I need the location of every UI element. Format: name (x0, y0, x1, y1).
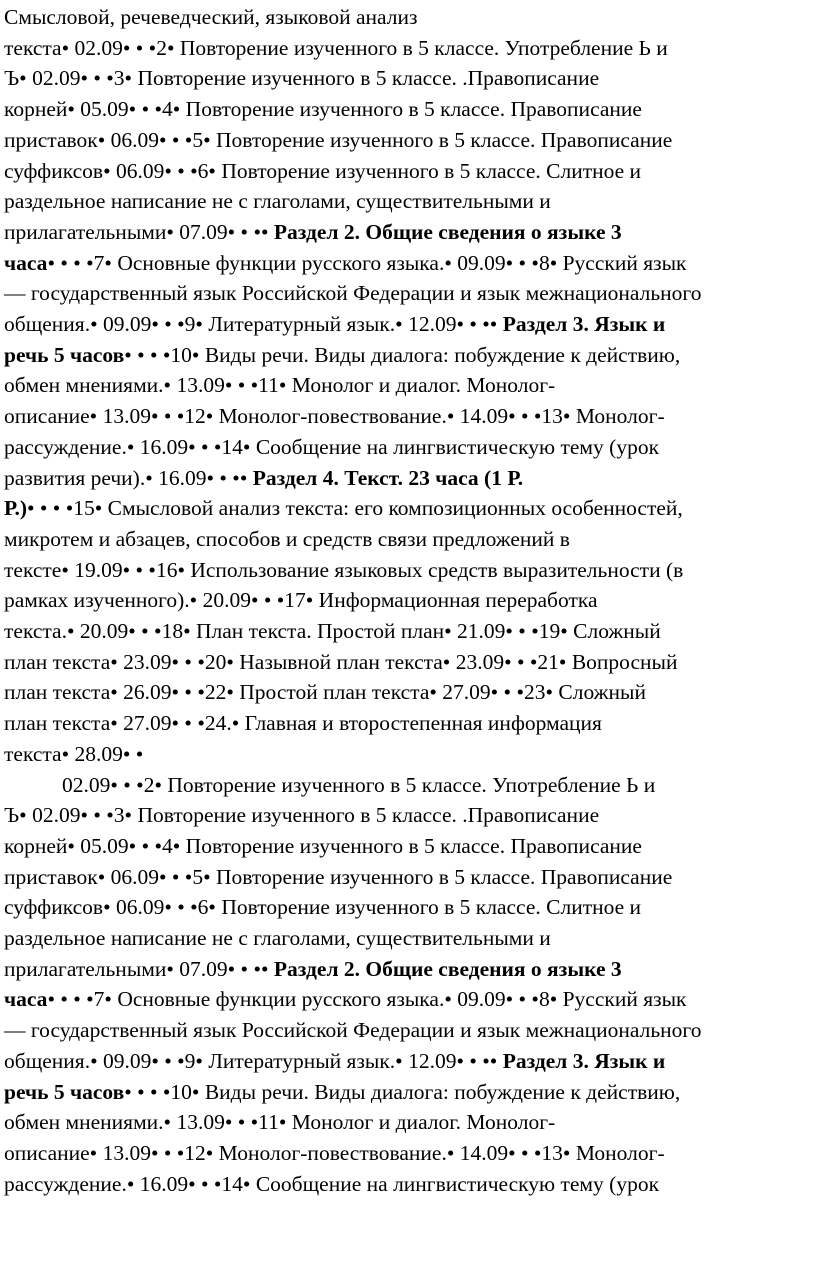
text-line (4, 585, 816, 616)
text-run: общения.• 09.09• • •9• Литературный язык.• 12.09• • •• (4, 312, 503, 336)
text-run: суффиксов• 06.09• • •6• Повторение изученного в 5 классе. Слитное и (4, 158, 642, 183)
text-line (4, 156, 816, 187)
text-run: текста• 02.09• • •2• Повторение изученного в 5 классе. Употребление Ь и (4, 35, 668, 60)
text-run: описание• 13.09• • •12• Монолог-повествование.• 14.09• • •13• Монолог- (4, 404, 665, 429)
text-run: суффиксов• 06.09• • •6• Повторение изученного в 5 классе. Слитное и (4, 895, 642, 920)
bold-section-heading: Раздел 3. Язык и (502, 1048, 666, 1073)
text-line (4, 370, 816, 401)
text-run: рассуждение.• 16.09• • •14• Сообщение на лингвистическую тему (урок (4, 434, 660, 459)
text-run: Ъ• 02.09• • •3• Повторение изученного в 5 классе. .Правописание (4, 803, 600, 828)
text-run: план текста• 27.09• • •24.• Главная и второстепенная информация (4, 711, 602, 736)
text-line (4, 401, 816, 432)
text-run: текста.• 20.09• • •18• План текста. Простой план• 21.09• • •19• Сложный (4, 619, 661, 643)
bold-section-heading: речь 5 часов (4, 1079, 125, 1104)
bold-section-heading: речь 5 часов (4, 342, 125, 367)
bold-section-heading: Р.) (4, 496, 27, 521)
text-run: раздельное написание не с глаголами, существительными и (4, 926, 551, 950)
text-line (4, 831, 816, 862)
text-run: прилагательными• 07.09• • •• (4, 219, 274, 244)
text-run: — государственный язык Российской Федерации и язык межнационального (4, 1018, 702, 1043)
bold-section-heading: часа (4, 250, 48, 275)
text-line (4, 677, 816, 708)
text-line (4, 1015, 816, 1046)
text-run: • • • •7• Основные функции русского языка.• 09.09• • •8• Русский язык (47, 250, 687, 275)
text-line (4, 186, 816, 217)
text-line (4, 524, 816, 555)
text-run: общения.• 09.09• • •9• Литературный язык.• 12.09• • •• (4, 1048, 503, 1073)
text-run: рамках изученного).• 20.09• • •17• Информационная переработка (4, 588, 598, 613)
text-line (4, 248, 816, 279)
text-run: корней• 05.09• • •4• Повторение изученного в 5 классе. Правописание (4, 833, 642, 858)
text-run: приставок• 06.09• • •5• Повторение изученного в 5 классе. Правописание (4, 864, 673, 889)
text-run: • • • •10• Виды речи. Виды диалога: побуждение к действию, (124, 342, 681, 367)
text-run: обмен мнениями.• 13.09• • •11• Монолог и диалог. Монолог- (4, 1110, 556, 1135)
bold-section-heading: Раздел 2. Общие сведения о языке 3 (273, 956, 622, 981)
text-run: — государственный язык Российской Федерации и язык межнационального (4, 281, 702, 306)
text-line (4, 954, 816, 985)
text-line (4, 800, 816, 831)
text-run: приставок• 06.09• • •5• Повторение изученного в 5 классе. Правописание (4, 127, 673, 152)
text-run: тексте• 19.09• • •16• Использование языковых средств выразительности (в (4, 557, 684, 582)
text-run: 02.09• • •2• Повторение изученного в 5 классе. Употребление Ь и (62, 772, 656, 797)
text-line (4, 33, 816, 64)
bold-section-heading: часа (4, 987, 48, 1012)
bold-section-heading: Раздел 2. Общие сведения о языке 3 (273, 219, 622, 244)
text-line (4, 340, 816, 371)
text-line (4, 1046, 816, 1077)
text-line (4, 555, 816, 586)
bold-section-heading: Раздел 3. Язык и (502, 312, 666, 336)
text-run: • • • •10• Виды речи. Виды диалога: побуждение к действию, (124, 1079, 681, 1104)
text-line (62, 770, 816, 801)
text-run: описание• 13.09• • •12• Монолог-повествование.• 14.09• • •13• Монолог- (4, 1140, 665, 1165)
text-line (4, 984, 816, 1015)
text-line (4, 892, 816, 923)
text-line (4, 2, 816, 33)
text-run: • • • •7• Основные функции русского языка.• 09.09• • •8• Русский язык (47, 987, 687, 1012)
text-line (4, 739, 816, 770)
text-run: рассуждение.• 16.09• • •14• Сообщение на лингвистическую тему (урок (4, 1171, 660, 1196)
text-run: корней• 05.09• • •4• Повторение изученного в 5 классе. Правописание (4, 97, 642, 122)
text-run: микротем и абзацев, способов и средств связи предложений в (4, 526, 570, 551)
text-line (4, 493, 816, 524)
text-line (4, 463, 816, 494)
text-line (4, 217, 816, 248)
text-run: план текста• 23.09• • •20• Назывной план текста• 23.09• • •21• Вопросный (4, 649, 678, 674)
text-line (4, 125, 816, 156)
text-run: обмен мнениями.• 13.09• • •11• Монолог и диалог. Монолог- (4, 373, 556, 398)
text-line (4, 278, 816, 309)
text-line (4, 309, 816, 340)
text-line (4, 94, 816, 125)
text-line (4, 1077, 816, 1108)
text-run: текста• 28.09• • (4, 741, 144, 766)
text-line (4, 923, 816, 954)
text-line (4, 63, 816, 94)
text-line (4, 647, 816, 678)
text-line (4, 616, 816, 647)
text-run: • • • •15• Смысловой анализ текста: его композиционных особенностей, (26, 496, 683, 521)
text-line (4, 432, 816, 463)
text-line (4, 1169, 816, 1200)
text-run: Смысловой, речеведческий, языковой анализ (4, 5, 418, 29)
text-run: раздельное написание не с глаголами, существительными и (4, 189, 551, 214)
text-line (4, 1138, 816, 1169)
bold-section-heading: Раздел 4. Текст. 23 часа (1 Р. (252, 465, 524, 490)
text-run: прилагательными• 07.09• • •• (4, 956, 274, 981)
text-run: план текста• 26.09• • •22• Простой план текста• 27.09• • •23• Сложный (4, 680, 646, 705)
text-run: развития речи).• 16.09• • •• (4, 465, 253, 490)
text-line (4, 862, 816, 893)
text-line (4, 708, 816, 739)
text-line (4, 1107, 816, 1138)
text-run: Ъ• 02.09• • •3• Повторение изученного в 5 классе. .Правописание (4, 66, 600, 91)
